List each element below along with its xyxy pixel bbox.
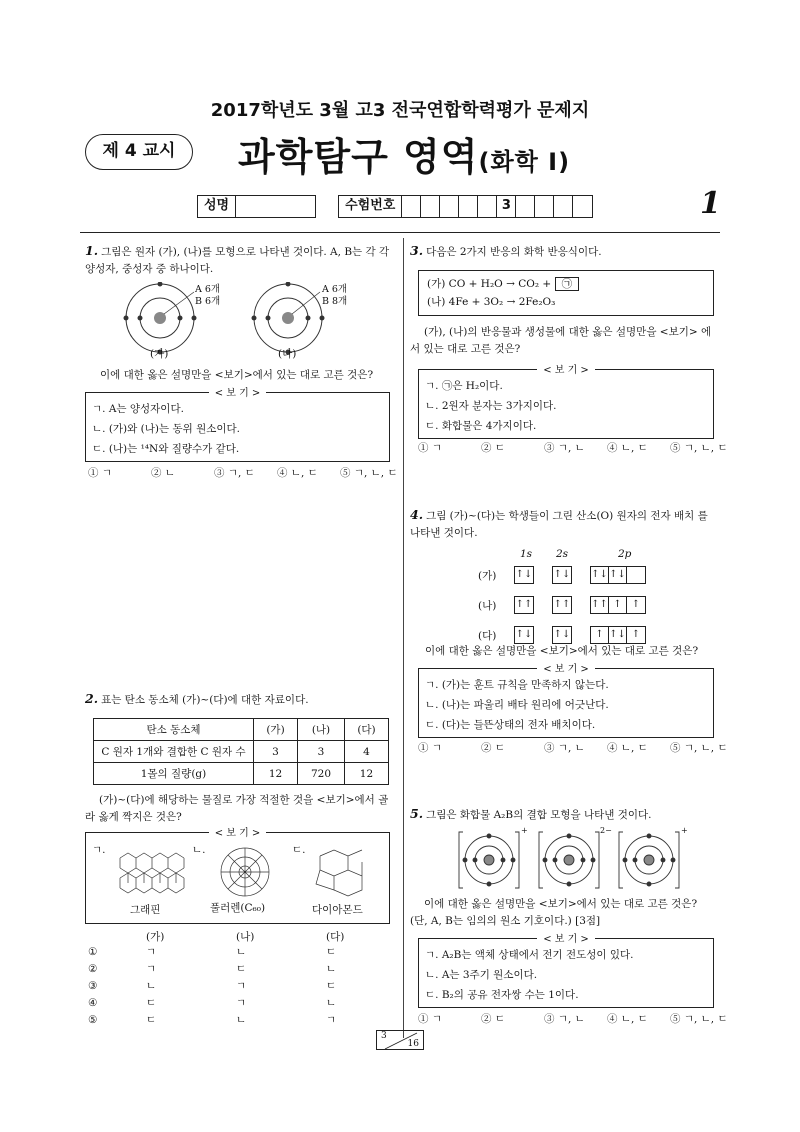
exam-number-label: 수험번호: [338, 195, 402, 218]
q4-bogi-title: < 보 기 >: [537, 664, 595, 675]
exam-number-digit: 3: [497, 196, 516, 217]
table-cell: 12: [344, 763, 388, 785]
table-cell: 4: [344, 741, 388, 763]
q2-bogi-title: < 보 기 >: [209, 828, 267, 839]
q5-option-3[interactable]: ③ ㄱ, ㄴ: [544, 1013, 585, 1025]
atom-b-label-2: B 8개: [322, 296, 348, 307]
q4-number: 4.: [410, 507, 424, 522]
atom-a-labels: [195, 284, 220, 308]
q5-bogi-item-3: ㄷ. B₂의 공유 전자쌍 수는 1이다.: [425, 989, 579, 1001]
q3-bogi-item-2: ㄴ. 2원자 분자는 3가지이다.: [425, 400, 557, 412]
q2-stem: 표는 탄소 동소체 (가)~(다)에 대한 자료이다.: [101, 694, 309, 706]
atom-a-label-2: B 6개: [195, 296, 221, 307]
q4-bogi-item-2: ㄴ. (나)는 파울리 배타 원리에 어긋난다.: [425, 699, 609, 711]
footer-total: 16: [407, 1039, 419, 1049]
orbital-label-2s: 2s: [556, 548, 569, 560]
q2-answer-row[interactable]: ④ ㄷ ㄱ ㄴ: [88, 997, 337, 1009]
q4-option-5[interactable]: ⑤ ㄱ, ㄴ, ㄷ: [670, 742, 728, 754]
reaction-a: (가) CO + H₂O → CO₂ +: [427, 278, 555, 290]
q4-option-4[interactable]: ④ ㄴ, ㄷ: [607, 742, 648, 754]
q4-bogi: [418, 664, 714, 738]
q3-option-4[interactable]: ④ ㄴ, ㄷ: [607, 442, 648, 454]
orbital-diagram: [478, 560, 646, 650]
q4-stem: 그림 (가)~(다)는 학생들이 그린 산소(O) 원자의 전자 배치 를 나타낸 것이다.: [410, 510, 708, 539]
atom-a-label-1: A 6개: [195, 284, 221, 295]
table-header: [94, 719, 389, 741]
ion-a-right: [619, 832, 679, 888]
q3-stem: 다음은 2가지 반응의 화학 반응식이다.: [426, 246, 602, 258]
q2-answer-header-c: (다): [326, 931, 345, 943]
q2-answer-row[interactable]: ① ㄱ ㄴ ㄷ: [88, 946, 337, 958]
table-cell: 12: [254, 763, 298, 785]
question-2: [85, 690, 390, 709]
caption-a: (가): [150, 348, 169, 360]
atom-model-a: [124, 282, 197, 355]
q3-options: [418, 440, 733, 455]
q5-option-5[interactable]: ⑤ ㄱ, ㄴ, ㄷ: [670, 1013, 728, 1025]
q1-bogi-title: < 보 기 >: [209, 388, 267, 399]
q5-stem: 그림은 화합물 A₂B의 결합 모형을 나타낸 것이다.: [426, 809, 652, 821]
q4-bogi-item-3: ㄷ. (다)는 들뜬상태의 전자 배치이다.: [425, 719, 596, 731]
orbital-label-2p: 2p: [618, 548, 632, 560]
q1-option-4[interactable]: ④ ㄴ, ㄷ: [277, 467, 318, 479]
q3-bogi-title: < 보 기 >: [537, 365, 595, 376]
q5-option-4[interactable]: ④ ㄴ, ㄷ: [607, 1013, 648, 1025]
q2-answer-grid: [88, 930, 388, 1029]
q1-bogi-item-2: ㄴ. (가)와 (나)는 동위 원소이다.: [92, 423, 240, 435]
q2-answer-header-a: (가): [146, 931, 165, 943]
q4-option-1[interactable]: ① ㄱ: [418, 742, 442, 754]
q4-option-2[interactable]: ② ㄷ: [481, 742, 505, 754]
atom-b-labels: [322, 284, 347, 308]
orbital-row: (가) ↑↓ ↑↓ ↑↓ ↑↓: [478, 560, 646, 590]
table-cell: C 원자 1개와 결합한 C 원자 수: [94, 741, 254, 763]
q3-option-1[interactable]: ① ㄱ: [418, 442, 442, 454]
q1-option-2[interactable]: ② ㄴ: [151, 467, 175, 479]
q5-bogi-title: < 보 기 >: [537, 934, 595, 945]
ionic-bond-model: [455, 828, 695, 892]
atom-model-b: [252, 282, 325, 355]
ion-a-left: [459, 832, 519, 888]
diamond-image: [316, 850, 362, 896]
name-field[interactable]: [236, 195, 316, 218]
session-badge: 제 4 교시: [85, 134, 193, 170]
q4-question: 이에 대한 옳은 설명만을 <보기>에서 있는 대로 고른 것은?: [425, 645, 699, 657]
q2-answer-row[interactable]: ⑤ ㄷ ㄴ ㄱ: [88, 1014, 337, 1026]
area-title-text: 과학탐구 영역: [238, 135, 479, 179]
name-label: 성명: [197, 195, 236, 218]
q1-bogi-item-3: ㄷ. (나)는 ¹⁴N와 질량수가 같다.: [92, 443, 240, 455]
q5-options: [418, 1011, 733, 1026]
q3-option-3[interactable]: ③ ㄱ, ㄴ: [544, 442, 585, 454]
exam-number-field[interactable]: [402, 195, 593, 218]
q1-question: 이에 대한 옳은 설명만을 <보기>에서 있는 대로 고른 것은?: [100, 369, 374, 381]
page-number: 1: [700, 186, 721, 221]
orbital-label-1s: 1s: [520, 548, 533, 560]
q4-option-3[interactable]: ③ ㄱ, ㄴ: [544, 742, 585, 754]
table-cell: 720: [298, 763, 345, 785]
area-title: [238, 126, 570, 181]
table-cell: 1몰의 질량(g): [94, 763, 254, 785]
q3-reactions: [418, 270, 714, 316]
table-cell: 3: [254, 741, 298, 763]
table-cell: 3: [298, 741, 345, 763]
q3-option-2[interactable]: ② ㄷ: [481, 442, 505, 454]
q2-answer-header-b: (나): [236, 931, 255, 943]
allotrope-images: [110, 846, 380, 898]
charge-a-left: +: [521, 826, 528, 835]
question-5: [410, 805, 715, 824]
diamond-label: 다이아몬드: [312, 904, 363, 916]
page-footer: [376, 1030, 424, 1050]
q3-bogi: [418, 365, 714, 439]
q1-stem: 그림은 원자 (가), (나)를 모형으로 나타낸 것이다. A, B는 각 각 양성자, 중성자 중 하나이다.: [85, 246, 390, 275]
caption-b: (나): [278, 348, 297, 360]
q5-bogi: [418, 934, 714, 1008]
q5-question: 이에 대한 옳은 설명만을 <보기>에서 있는 대로 고른 것은? (단, A, B는 임의의 원소 기호이다.) [3점]: [410, 898, 698, 927]
q1-options: [88, 465, 403, 480]
q3-question: (가), (나)의 반응물과 생성물에 대한 옳은 설명만을 <보기> 에서 있는 대로 고른 것은?: [410, 326, 712, 355]
orbital-row: (나) ↑↑ ↑↑ ↑↑ ↑ ↑: [478, 590, 646, 620]
column-divider: [403, 238, 404, 1038]
q1-number: 1.: [85, 243, 99, 258]
q2-table: [93, 718, 389, 785]
q3-number: 3.: [410, 243, 424, 258]
footer-page: 3: [381, 1031, 387, 1041]
reaction-b: (나) 4Fe + 3O₂ → 2Fe₂O₃: [427, 296, 556, 308]
table-header-cell: 탄소 동소체: [94, 719, 254, 741]
exam-title: 2017학년도 3월 고3 전국연합학력평가 문제지: [210, 100, 590, 121]
q1-option-5[interactable]: ⑤ ㄱ, ㄴ, ㄷ: [340, 467, 398, 479]
question-4: [410, 506, 715, 542]
table-header-cell: (가): [254, 719, 298, 741]
id-bar: [197, 195, 593, 218]
q1-option-3[interactable]: ③ ㄱ, ㄷ: [214, 467, 255, 479]
q5-option-1[interactable]: ① ㄱ: [418, 1013, 442, 1025]
q3-option-5[interactable]: ⑤ ㄱ, ㄴ, ㄷ: [670, 442, 728, 454]
q2-bogi-marker-2: ㄴ.: [192, 844, 206, 856]
q1-bogi: [85, 388, 390, 462]
q2-bogi-marker-1: ㄱ.: [92, 844, 106, 856]
orbital-row: (다) ↑↓ ↑↓ ↑ ↑↓ ↑: [478, 620, 646, 650]
table-row: [94, 741, 389, 763]
table-row: [94, 763, 389, 785]
header-rule: [80, 232, 720, 233]
q3-bogi-item-3: ㄷ. 화합물은 4가지이다.: [425, 420, 537, 432]
q1-option-1[interactable]: ① ㄱ: [88, 467, 112, 479]
q2-number: 2.: [85, 691, 99, 706]
atom-b-label-1: A 6개: [322, 284, 348, 295]
charge-b-center: 2−: [600, 826, 612, 835]
q5-bogi-item-1: ㄱ. A₂B는 액체 상태에서 전기 전도성이 있다.: [425, 949, 634, 961]
question-3: [410, 242, 715, 261]
q1-bogi-item-1: ㄱ. A는 양성자이다.: [92, 403, 184, 415]
fullerene-label: 풀러렌(C₆₀): [210, 902, 266, 914]
graphene-label: 그래핀: [130, 904, 161, 916]
charge-a-right: +: [681, 826, 688, 835]
q5-option-2[interactable]: ② ㄷ: [481, 1013, 505, 1025]
q4-options: [418, 740, 733, 755]
q2-question: (가)~(다)에 해당하는 물질로 가장 적절한 것을 <보기>에서 골라 옳게 짝지은 것은?: [85, 794, 389, 823]
q5-bogi-item-2: ㄴ. A는 3주기 원소이다.: [425, 969, 538, 981]
q2-answer-row[interactable]: ③ ㄴ ㄱ ㄷ: [88, 980, 337, 992]
q2-answer-row[interactable]: ② ㄱ ㄷ ㄴ: [88, 963, 337, 975]
table-header-cell: (다): [344, 719, 388, 741]
q4-bogi-item-1: ㄱ. (가)는 훈트 규칙을 만족하지 않는다.: [425, 679, 609, 691]
fullerene-image: [221, 848, 269, 896]
q2-bogi-marker-3: ㄷ.: [292, 844, 306, 856]
ion-b-center: [539, 832, 599, 888]
subject-label: (화학 Ⅰ): [478, 148, 571, 176]
q3-bogi-item-1: ㄱ. ㉠은 H₂이다.: [425, 380, 503, 392]
reaction-blank: ㉠: [555, 277, 580, 291]
q5-number: 5.: [410, 806, 424, 821]
table-header-cell: (나): [298, 719, 345, 741]
graphene-image: [120, 853, 184, 893]
question-1: [85, 242, 390, 278]
